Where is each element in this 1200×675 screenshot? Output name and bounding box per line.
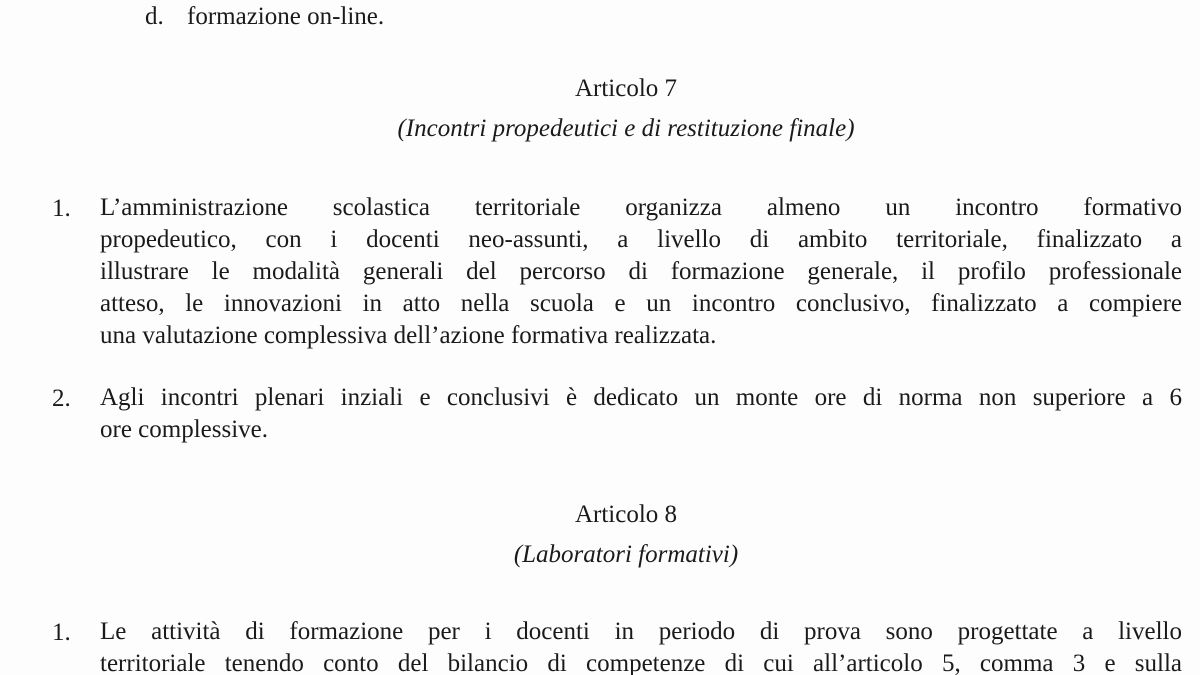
paragraph-line: L’amministrazione scolastica territoriale organizza almeno un incontro formativo: [100, 194, 1182, 221]
paragraph-number: 1.: [52, 195, 71, 222]
paragraph-line: atteso, le innovazioni in atto nella scuola e un incontro conclusivo, finalizzato a compiere: [100, 290, 1182, 317]
list-item-d: [145, 0, 384, 34]
article-8-title: Articolo 8: [574, 501, 678, 528]
paragraph-line: Le attività di formazione per i docenti in periodo di prova sono progettate a livello: [100, 618, 1182, 645]
list-item-text: formazione on-line.: [187, 3, 385, 30]
paragraph-line: territoriale tenendo conto del bilancio di competenze di cui all’articolo 5, comma 3 e sulla: [100, 650, 1182, 675]
paragraph-number: 2.: [52, 385, 71, 412]
paragraph-line: una valutazione complessiva dell’azione formativa realizzata.: [100, 322, 717, 349]
article-8-subtitle: (Laboratori formativi): [513, 541, 739, 568]
list-marker: d.: [145, 3, 164, 30]
paragraph-line: ore complessive.: [100, 416, 269, 443]
paragraph-line: illustrare le modalità generali del percorso di formazione generale, il profilo professionale: [100, 258, 1182, 285]
article-7-subtitle: (Incontri propedeutici e di restituzione finale): [397, 115, 855, 142]
paragraph-line: Agli incontri plenari inziali e conclusivi è dedicato un monte ore di norma non superiore a 6: [100, 384, 1182, 411]
paragraph-number: 1.: [52, 619, 71, 646]
article-7-paragraph-1: [52, 192, 1182, 352]
paragraph-line: propedeutico, con i docenti neo-assunti, a livello di ambito territoriale, finalizzato a: [100, 226, 1182, 253]
article-7-title: Articolo 7: [574, 75, 678, 102]
article-7-paragraph-2: [52, 382, 1182, 446]
article-8-paragraph-1: [52, 616, 1182, 675]
